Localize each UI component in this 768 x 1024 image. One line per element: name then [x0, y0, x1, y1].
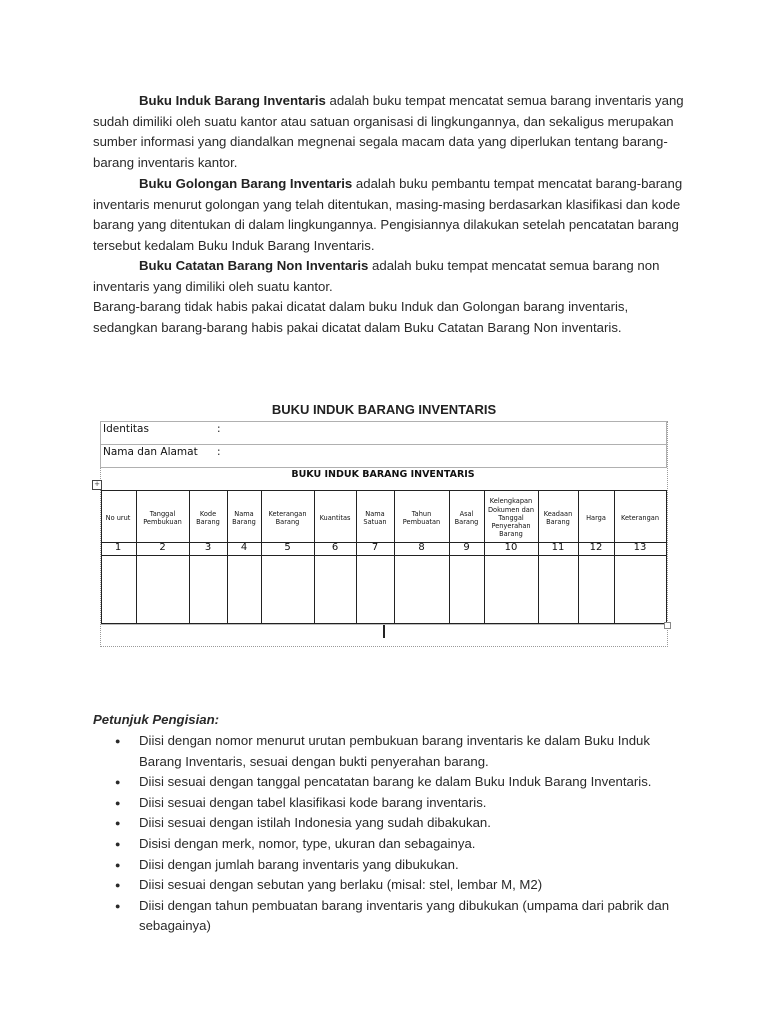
instruction-text: Diisi dengan nomor menurut urutan pembukuan barang inventaris ke dalam Buku Induk Barang Inventaris, sesuai dengan bukti penyerahan barang. [139, 733, 650, 769]
instruction-text: Diisi sesuai dengan tanggal pencatatan barang ke dalam Buku Induk Barang Inventaris. [139, 774, 652, 790]
column-number: 1 [114, 542, 122, 553]
column-number: 7 [371, 542, 379, 553]
instruction-item [0, 834, 768, 855]
text-cursor [383, 625, 385, 638]
form-inner-title: BUKU INDUK BARANG INVENTARIS [291, 469, 475, 480]
column-number: 13 [633, 542, 647, 553]
identitas-row [100, 421, 667, 445]
inventory-form-image [94, 421, 668, 647]
paragraph-buku-golongan [93, 174, 693, 256]
nama-alamat-label: Nama dan Alamat [103, 446, 198, 458]
column-number: 11 [551, 542, 565, 553]
instruction-item [0, 731, 768, 772]
column-header: Kelengkapan Dokumen dan Tanggal Penyerahan Barang [487, 497, 535, 539]
paragraph-barang-habis-pakai [93, 297, 693, 338]
column-header: Keterangan Barang [268, 509, 307, 526]
column-number: 8 [418, 542, 425, 553]
column-header: Nama Barang [232, 509, 256, 526]
column-header: Tanggal Pembukuan [143, 509, 182, 526]
instruction-text: Diisi dengan jumlah barang inventaris yang dibukukan. [139, 856, 459, 872]
bullet-icon: ● [115, 900, 121, 911]
column-header: Keterangan [620, 513, 660, 522]
column-header: Kode Barang [196, 509, 220, 526]
grid-number-separator [101, 555, 667, 556]
term-buku-non-inventaris: Buku Catatan Barang Non Inventaris [139, 258, 369, 273]
column-header: Nama Satuan [363, 509, 387, 526]
column-number: 2 [159, 542, 166, 553]
bullet-icon: ● [115, 859, 121, 870]
column-number: 4 [240, 542, 248, 553]
column-header: No urut [105, 513, 131, 522]
definition-buku-golongan: adalah buku pembantu tempat mencatat barang-barang inventaris menurut golongan yang telah ditentukan, masing-masing berdasarkan klasifikasi dan kode barang yang ditentukan di dalam lingkungannya. Pengisiannya dilakukan setelah pencatatan barang tersebut kedalam Buku Induk Barang Inventaris. [93, 176, 683, 253]
bullet-icon: ● [115, 736, 121, 746]
table-move-handle-icon[interactable]: + [92, 480, 102, 490]
paragraph-buku-non-inventaris [93, 256, 693, 297]
paragraph-buku-induk [93, 91, 693, 173]
definition-buku-induk: adalah buku tempat mencatat semua barang inventaris yang sudah dimiliki oleh suatu kantor atau satuan organisasi di lingkungannya, dan sekaligus merupakan sumber informasi yang diandalkan megnenai segala macam data yang diperlukan tentang barang-barang inventaris kantor. [93, 93, 684, 170]
petunjuk-title: Petunjuk Pengisian: [93, 712, 220, 727]
bullet-icon: ● [115, 880, 121, 891]
instruction-text: Diisi sesuai dengan tabel klasifikasi kode barang inventaris. [139, 794, 487, 810]
nama-alamat-row [100, 444, 667, 468]
instruction-item [0, 793, 768, 814]
column-number: 9 [463, 542, 470, 553]
column-header: Harga [586, 513, 606, 522]
bullet-icon: ● [115, 838, 121, 849]
column-header: Asal Barang [454, 509, 479, 526]
instruction-item [0, 875, 768, 896]
table-heading: BUKU INDUK BARANG INVENTARIS [271, 402, 497, 417]
bullet-icon: ● [115, 797, 121, 808]
column-header: Tahun Pembuatan [402, 509, 441, 526]
column-number: 12 [589, 542, 603, 553]
term-buku-induk: Buku Induk Barang Inventaris [139, 93, 326, 108]
term-buku-golongan: Buku Golongan Barang Inventaris [139, 176, 353, 191]
column-number: 10 [504, 542, 518, 553]
instruction-item [0, 855, 768, 876]
instruction-list [0, 731, 768, 937]
instruction-item [0, 896, 768, 937]
bullet-icon: ● [115, 818, 121, 829]
resize-handle-icon[interactable] [664, 622, 671, 629]
nama-alamat-colon: : [217, 446, 221, 458]
column-header: Kuantitas [319, 513, 351, 522]
column-number: 6 [331, 542, 339, 553]
column-number: 5 [284, 542, 291, 553]
instruction-item [0, 772, 768, 793]
identitas-label: Identitas [103, 423, 149, 435]
column-number: 3 [204, 542, 212, 553]
instruction-text: Diisi sesuai dengan sebutan yang berlaku (misal: stel, lembar M, M2) [139, 877, 543, 893]
definition-buku-non-inventaris: adalah buku tempat mencatat semua barang non inventaris yang dimiliki oleh suatu kantor. [93, 258, 660, 294]
identitas-colon: : [217, 423, 221, 435]
instruction-text: Diisi dengan tahun pembuatan barang inventaris yang dibukukan (umpama dari pabrik dan sebagainya) [139, 897, 670, 934]
instruction-text: Diisi sesuai dengan istilah Indonesia yang sudah dibakukan. [139, 815, 491, 831]
instruction-text: Disisi dengan merk, nomor, type, ukuran dan sebagainya. [139, 835, 476, 851]
bullet-icon: ● [115, 777, 121, 788]
paragraph-text: Barang-barang tidak habis pakai dicatat dalam buku Induk dan Golongan barang inventaris, sedangkan barang-barang habis pakai dicatat dalam Buku Catatan Barang Non inventaris. [93, 299, 629, 335]
instruction-item [0, 813, 768, 834]
column-header: Keadaan Barang [543, 509, 573, 526]
